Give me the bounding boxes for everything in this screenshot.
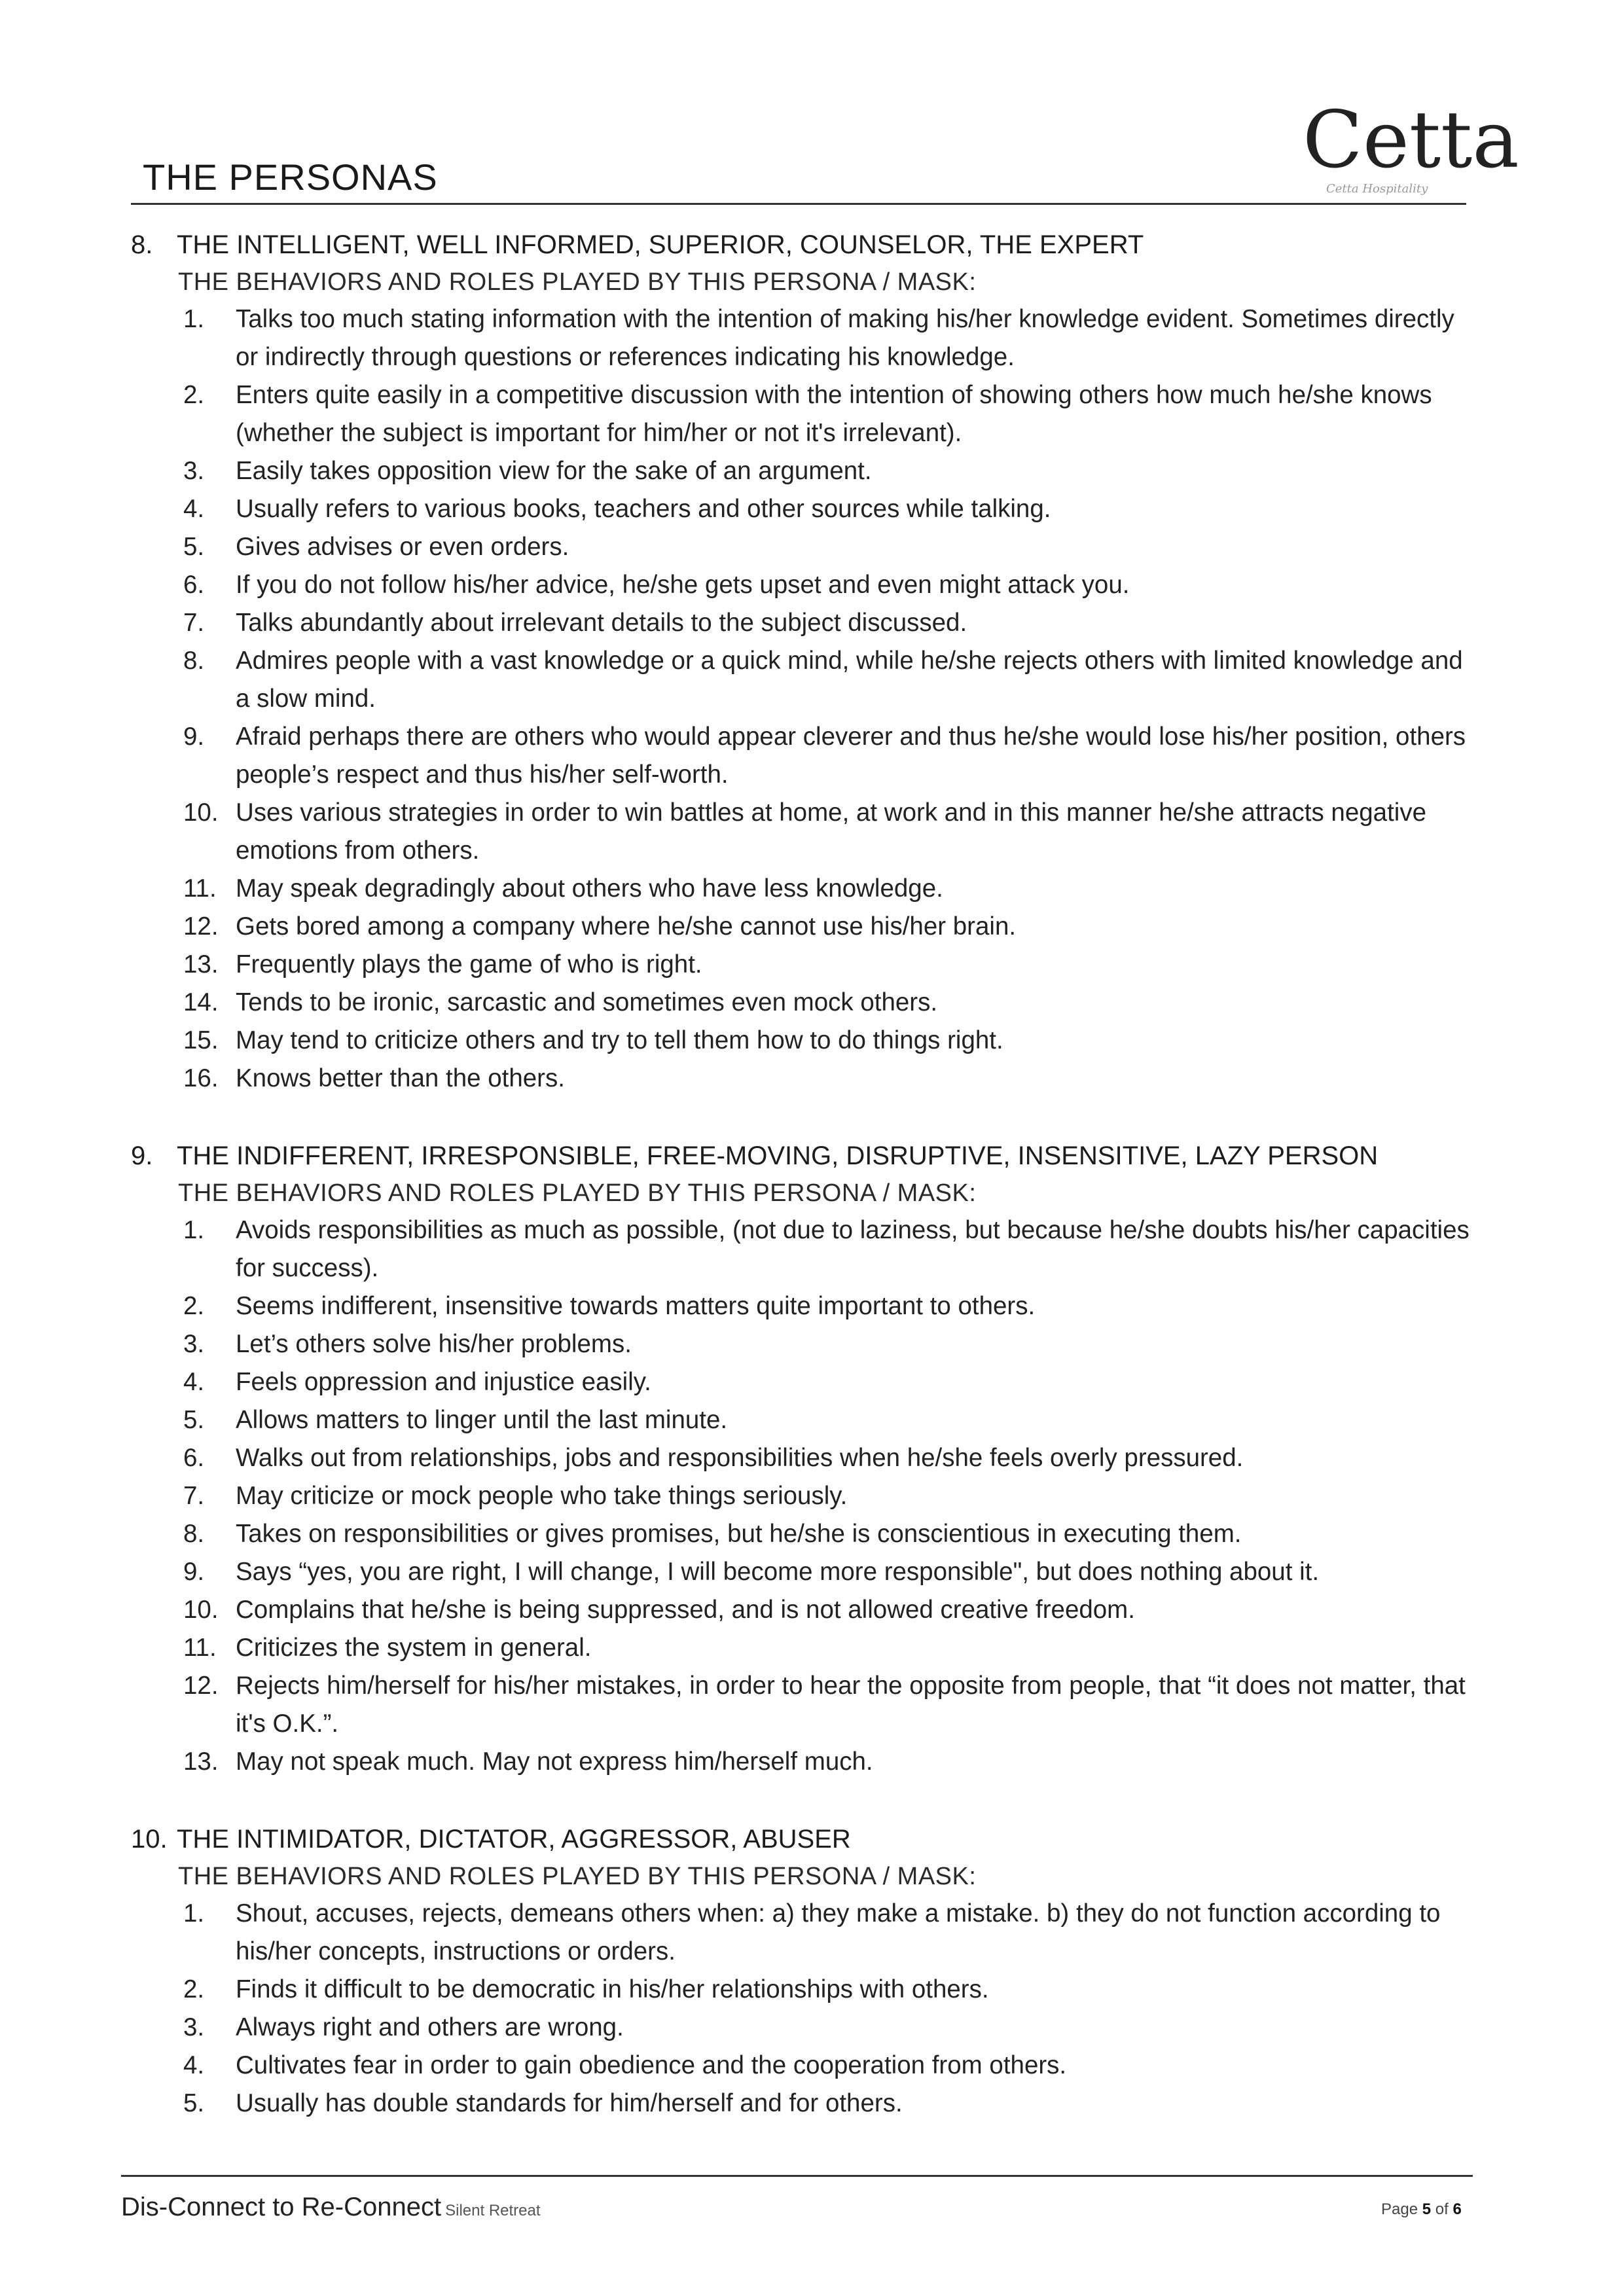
list-item	[183, 2085, 1479, 2123]
list-item-number: 7.	[183, 609, 205, 637]
page-of: of	[1435, 2200, 1449, 2218]
section-title: THE INTELLIGENT, WELL INFORMED, SUPERIOR, COUNSELOR, THE EXPERT	[177, 230, 1144, 259]
list-item	[183, 718, 1479, 794]
list-item	[183, 1629, 1479, 1667]
list-item	[183, 1401, 1479, 1439]
list-item-text: Shout, accuses, rejects, demeans others when: a) they make a mistake. b) they do not function according to his/her concepts, instructions or orders.	[236, 1899, 1441, 1965]
list-item-number: 6.	[183, 571, 205, 599]
list-item-text: Usually refers to various books, teachers and other sources while talking.	[236, 495, 1051, 523]
list-item	[183, 1743, 1479, 1781]
page-prefix: Page	[1381, 2200, 1418, 2218]
list-item-text: May tend to criticize others and try to tell them how to do things right.	[236, 1026, 1003, 1054]
list-item-number: 1.	[183, 305, 205, 333]
list-item-number: 10.	[183, 1596, 219, 1624]
list-item-number: 5.	[183, 533, 205, 561]
list-item-text: Avoids responsibilities as much as possible, (not due to laziness, but because he/she doubts his/her capacities for success).	[236, 1216, 1470, 1282]
list-item	[183, 300, 1479, 376]
list-item-text: May criticize or mock people who take things seriously.	[236, 1482, 848, 1510]
list-item-text: Let’s others solve his/her problems.	[236, 1330, 632, 1358]
page-current: 5	[1422, 2200, 1432, 2218]
footer-divider	[121, 2175, 1473, 2177]
persona-section	[131, 1137, 1479, 1781]
list-item	[183, 1515, 1479, 1553]
list-item	[183, 1211, 1479, 1287]
list-item-number: 16.	[183, 1064, 219, 1092]
list-item	[183, 870, 1479, 908]
list-item-number: 13.	[183, 1748, 219, 1776]
list-item	[183, 376, 1479, 452]
section-number: 8.	[131, 230, 153, 259]
page-number	[1381, 2200, 1462, 2219]
list-item	[183, 1553, 1479, 1591]
list-item-number: 2.	[183, 1292, 205, 1320]
document-body	[131, 226, 1479, 2123]
list-item-text: Rejects him/herself for his/her mistakes, in order to hear the opposite from people, that “it does not matter, that it's O.K.”.	[236, 1672, 1466, 1738]
list-item-text: Gets bored among a company where he/she cannot use his/her brain.	[236, 912, 1017, 941]
section-heading	[131, 1137, 1479, 1175]
list-item-number: 15.	[183, 1026, 219, 1054]
list-item-number: 8.	[183, 1520, 205, 1548]
list-item-number: 9.	[183, 1558, 205, 1586]
list-item-text: Knows better than the others.	[236, 1064, 565, 1092]
list-item	[183, 1325, 1479, 1363]
list-item	[183, 1060, 1479, 1098]
list-item-text: Seems indifferent, insensitive towards matters quite important to others.	[236, 1292, 1036, 1320]
list-item	[183, 1287, 1479, 1325]
list-item	[183, 1477, 1479, 1515]
list-item-text: Talks too much stating information with the intention of making his/her knowledge evident. Sometimes directly or indirectly through questions or references indicating his knowledge.	[236, 305, 1454, 371]
list-item	[183, 1591, 1479, 1629]
header-divider	[131, 203, 1466, 205]
list-item-number: 4.	[183, 495, 205, 523]
list-item	[183, 1667, 1479, 1743]
list-item-text: Says “yes, you are right, I will change, I will become more responsible", but does nothing about it.	[236, 1558, 1320, 1586]
list-item-number: 12.	[183, 912, 219, 941]
list-item-text: Usually has double standards for him/herself and for others.	[236, 2089, 903, 2117]
list-item	[183, 528, 1479, 566]
list-item-text: Takes on responsibilities or gives promises, but he/she is conscientious in executing them.	[236, 1520, 1242, 1548]
section-number: 9.	[131, 1141, 153, 1170]
list-item-number: 11.	[183, 874, 217, 903]
page-total: 6	[1453, 2200, 1462, 2218]
behavior-list	[131, 1895, 1479, 2123]
list-item	[183, 604, 1479, 642]
persona-section	[131, 226, 1479, 1098]
list-item-number: 13.	[183, 950, 219, 978]
list-item-text: Talks abundantly about irrelevant details to the subject discussed.	[236, 609, 967, 637]
list-item-number: 5.	[183, 2089, 205, 2117]
section-subtitle: THE BEHAVIORS AND ROLES PLAYED BY THIS PERSONA / MASK:	[178, 1863, 977, 1890]
cetta-logo	[1303, 95, 1519, 196]
footer-subtitle: Silent Retreat	[445, 2202, 541, 2219]
list-item-number: 4.	[183, 2051, 205, 2079]
list-item-number: 2.	[183, 1975, 205, 2003]
list-item-number: 3.	[183, 1330, 205, 1358]
list-item-number: 6.	[183, 1444, 205, 1472]
list-item	[183, 566, 1479, 604]
list-item	[183, 1895, 1479, 1971]
list-item-number: 7.	[183, 1482, 205, 1510]
list-item	[183, 908, 1479, 946]
list-item	[183, 452, 1479, 490]
list-item-number: 1.	[183, 1899, 205, 1928]
section-subtitle: THE BEHAVIORS AND ROLES PLAYED BY THIS PERSONA / MASK:	[178, 1179, 977, 1207]
list-item-number: 5.	[183, 1406, 205, 1434]
page-title: THE PERSONAS	[143, 156, 438, 198]
list-item-number: 8.	[183, 647, 205, 675]
list-item-number: 2.	[183, 381, 205, 409]
list-item	[183, 1971, 1479, 2009]
section-number: 10.	[131, 1825, 168, 1854]
list-item-text: Criticizes the system in general.	[236, 1634, 592, 1662]
footer-title: Dis-Connect to Re-Connect	[121, 2193, 442, 2221]
list-item	[183, 1363, 1479, 1401]
persona-section	[131, 1820, 1479, 2123]
list-item-number: 1.	[183, 1216, 205, 1244]
footer-retreat-title	[121, 2193, 541, 2222]
list-item-number: 11.	[183, 1634, 217, 1662]
list-item	[183, 794, 1479, 870]
section-subtitle: THE BEHAVIORS AND ROLES PLAYED BY THIS PERSONA / MASK:	[178, 268, 977, 296]
list-item-text: Allows matters to linger until the last minute.	[236, 1406, 728, 1434]
list-item-text: Walks out from relationships, jobs and responsibilities when he/she feels overly pressured.	[236, 1444, 1244, 1472]
list-item-number: 3.	[183, 2013, 205, 2041]
list-item-number: 9.	[183, 723, 205, 751]
list-item-text: Admires people with a vast knowledge or a quick mind, while he/she rejects others with limited knowledge and a slow mind.	[236, 647, 1463, 713]
list-item-text: May not speak much. May not express him/herself much.	[236, 1748, 873, 1776]
list-item-text: Tends to be ironic, sarcastic and sometimes even mock others.	[236, 988, 938, 1016]
list-item-text: Easily takes opposition view for the sake of an argument.	[236, 457, 872, 485]
list-item-text: Uses various strategies in order to win battles at home, at work and in this manner he/she attracts negative emotions from others.	[236, 798, 1426, 865]
list-item-text: Finds it difficult to be democratic in his/her relationships with others.	[236, 1975, 989, 2003]
list-item-text: Frequently plays the game of who is right.	[236, 950, 702, 978]
list-item-text: May speak degradingly about others who have less knowledge.	[236, 874, 943, 903]
list-item-number: 14.	[183, 988, 219, 1016]
list-item	[183, 490, 1479, 528]
list-item-text: Gives advises or even orders.	[236, 533, 569, 561]
list-item	[183, 946, 1479, 984]
list-item-number: 4.	[183, 1368, 205, 1396]
section-heading	[131, 226, 1479, 264]
section-title: THE INDIFFERENT, IRRESPONSIBLE, FREE-MOVING, DISRUPTIVE, INSENSITIVE, LAZY PERSON	[177, 1141, 1379, 1170]
section-heading	[131, 1820, 1479, 1858]
behavior-list	[131, 300, 1479, 1098]
list-item-text: If you do not follow his/her advice, he/she gets upset and even might attack you.	[236, 571, 1130, 599]
list-item	[183, 2009, 1479, 2047]
list-item-number: 10.	[183, 798, 219, 827]
list-item-number: 3.	[183, 457, 205, 485]
logo-tagline: Cetta Hospitality	[1326, 182, 1428, 196]
list-item	[183, 1022, 1479, 1060]
list-item	[183, 642, 1479, 718]
behavior-list	[131, 1211, 1479, 1781]
logo-wordmark: Cetta	[1303, 95, 1519, 186]
list-item-text: Cultivates fear in order to gain obedience and the cooperation from others.	[236, 2051, 1067, 2079]
list-item-number: 12.	[183, 1672, 219, 1700]
list-item	[183, 2047, 1479, 2085]
list-item	[183, 1439, 1479, 1477]
list-item-text: Always right and others are wrong.	[236, 2013, 624, 2041]
list-item-text: Afraid perhaps there are others who would appear cleverer and thus he/she would lose his/her position, others people’s respect and thus his/her self-worth.	[236, 723, 1466, 789]
list-item	[183, 984, 1479, 1022]
list-item-text: Enters quite easily in a competitive discussion with the intention of showing others how much he/she knows (whether the subject is important for him/her or not it's irrelevant).	[236, 381, 1432, 447]
list-item-text: Feels oppression and injustice easily.	[236, 1368, 651, 1396]
section-title: THE INTIMIDATOR, DICTATOR, AGGRESSOR, ABUSER	[177, 1825, 851, 1854]
list-item-text: Complains that he/she is being suppressed, and is not allowed creative freedom.	[236, 1596, 1135, 1624]
